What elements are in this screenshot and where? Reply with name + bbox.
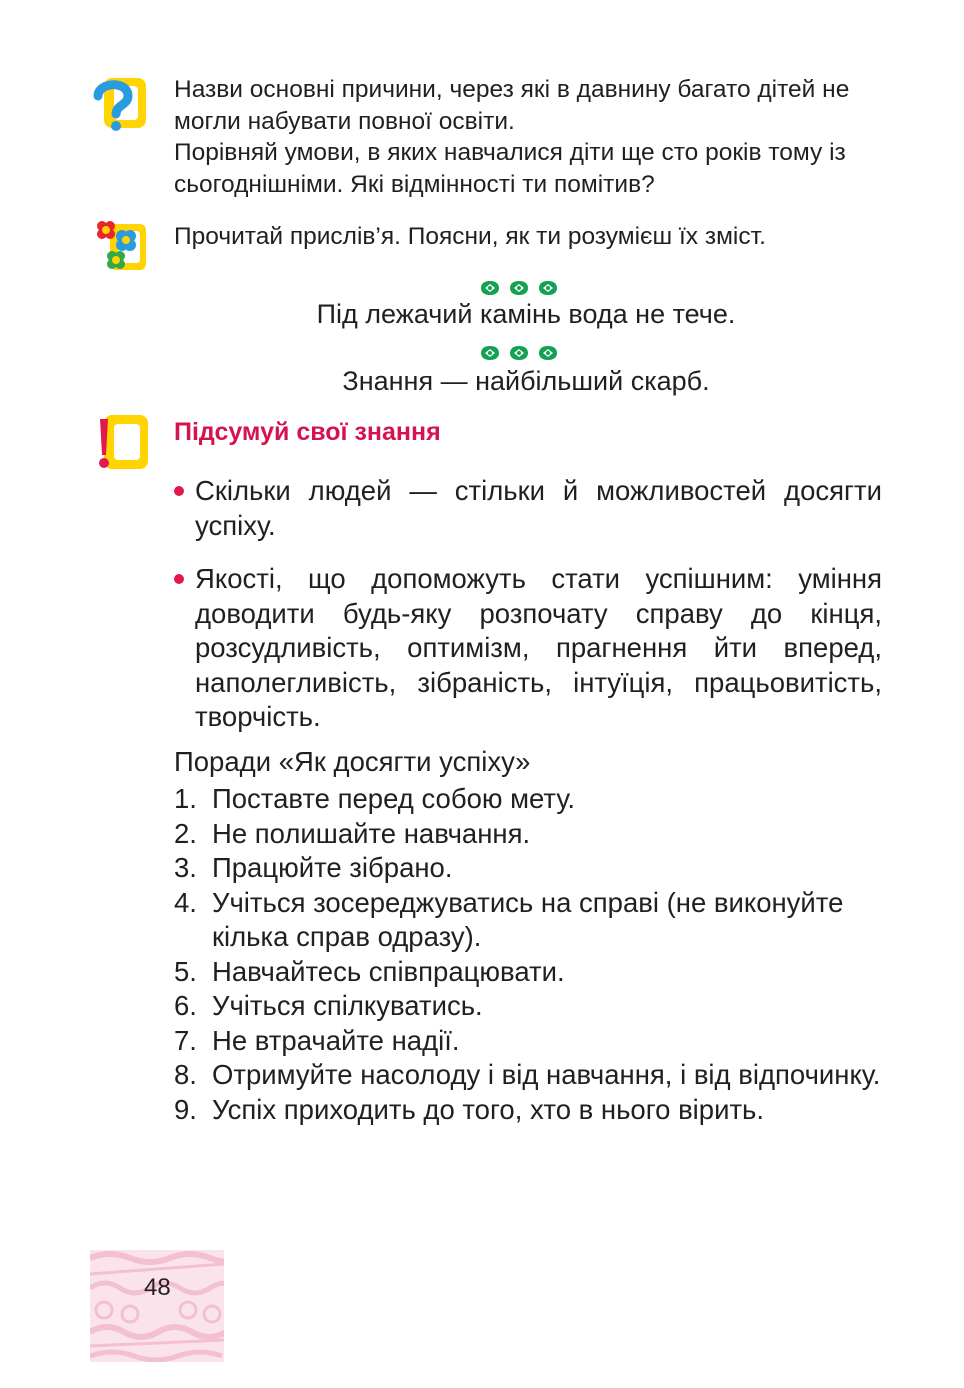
ornament-icon bbox=[479, 280, 579, 298]
list-item bbox=[174, 1024, 884, 1059]
bullet-dot bbox=[174, 574, 184, 584]
list-item bbox=[174, 851, 884, 886]
item-number: 1. bbox=[174, 783, 197, 814]
list-item bbox=[174, 817, 884, 852]
list-item bbox=[174, 1093, 884, 1128]
bullet-text: Скільки людей — стільки й можливостей досягти успіху. bbox=[195, 475, 882, 541]
flowers-icon bbox=[92, 218, 150, 276]
page-number: 48 bbox=[144, 1274, 171, 1301]
summary-bullet bbox=[174, 562, 882, 735]
summary-title: Підсумуй свої знання bbox=[174, 418, 441, 446]
list-item bbox=[174, 955, 884, 990]
question-text bbox=[174, 74, 894, 200]
exclamation-icon bbox=[92, 413, 150, 471]
bullet-text: Якості, що допоможуть стати успішним: уміння доводити будь-яку розпочату справу до кінця, розсудливість, оптимізм, прагнення йти вперед, наполегливість, зібраність, інтуїція, працьовитість, творчість. bbox=[195, 563, 882, 732]
question-paragraph: Порівняй умови, в яких навчалися діти ще сто років тому із сьогоднішніми. Які відмінності ти помітив? bbox=[174, 139, 846, 198]
item-text: Учіться зосереджуватись на справі (не виконуйте кілька справ одразу). bbox=[212, 886, 844, 952]
question-paragraph: Назви основні причини, через які в давнину багато дітей не могли набувати повної освіти. bbox=[174, 76, 850, 135]
proverb: Під лежачий камінь вода не тече. bbox=[316, 299, 736, 329]
item-number: 3. bbox=[174, 852, 197, 883]
item-number: 8. bbox=[174, 1059, 197, 1090]
item-text: Навчайтесь співпрацювати. bbox=[212, 955, 565, 987]
bullet-dot bbox=[174, 486, 184, 496]
item-number: 4. bbox=[174, 886, 197, 918]
item-number: 5. bbox=[174, 955, 197, 987]
item-text: Не полишайте навчання. bbox=[212, 817, 531, 849]
question-mark-icon bbox=[92, 74, 150, 132]
proverb: Знання — найбільший скарб. bbox=[342, 366, 710, 396]
list-item bbox=[174, 886, 884, 955]
page-number-decoration bbox=[90, 1250, 224, 1362]
item-text: Отримуйте насолоду і від навчання, і від відпочинку. bbox=[212, 1059, 881, 1090]
item-text: Не втрачайте надії. bbox=[212, 1024, 460, 1056]
ornament-icon bbox=[479, 345, 579, 363]
item-number: 6. bbox=[174, 990, 197, 1021]
list-item bbox=[174, 782, 884, 817]
list-item bbox=[174, 989, 884, 1024]
item-text: Успіх приходить до того, хто в нього вірить. bbox=[212, 1093, 765, 1125]
read-task-text: Прочитай прислів’я. Поясни, як ти розумієш їх зміст. bbox=[174, 223, 766, 250]
item-text: Поставте перед собою мету. bbox=[212, 783, 575, 814]
advice-title: Поради «Як досягти успіху» bbox=[174, 746, 531, 777]
item-number: 2. bbox=[174, 817, 197, 849]
item-number: 7. bbox=[174, 1024, 197, 1056]
summary-bullet bbox=[174, 474, 882, 543]
item-text: Учіться спілкуватись. bbox=[212, 990, 483, 1021]
list-item bbox=[174, 1058, 884, 1093]
item-text: Працюйте зібрано. bbox=[212, 852, 453, 883]
item-number: 9. bbox=[174, 1093, 197, 1125]
advice-list bbox=[174, 782, 884, 1127]
